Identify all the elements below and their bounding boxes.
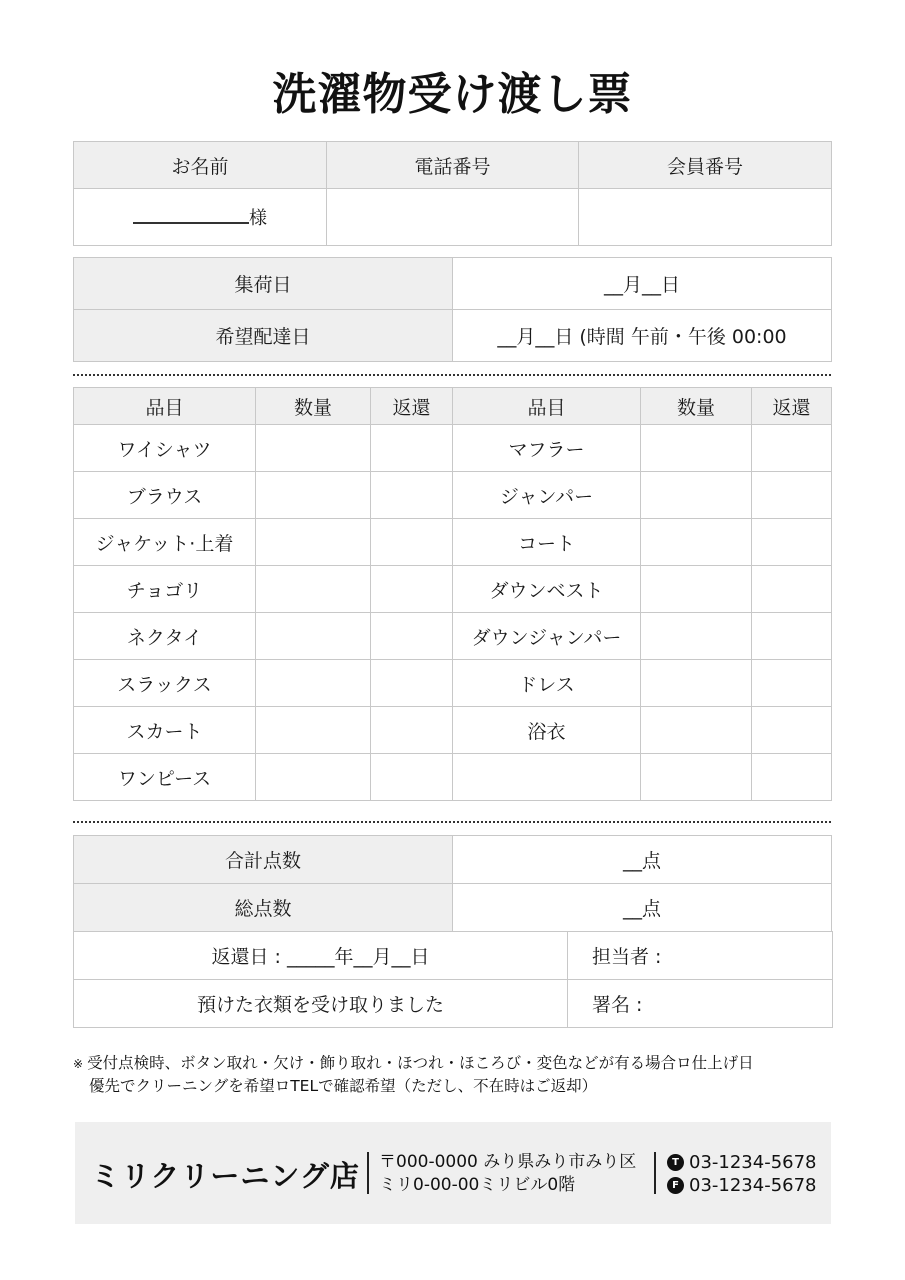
table-row: [74, 754, 832, 801]
table-row: [74, 566, 832, 613]
quantity-header-right: 数量: [641, 388, 752, 425]
grand-total-label: 総点数: [74, 884, 453, 932]
return-cell[interactable]: [371, 566, 453, 613]
item-name: チョゴリ: [74, 566, 256, 613]
return-cell[interactable]: [752, 707, 832, 754]
item-name: ジャンパー: [453, 472, 641, 519]
return-cell[interactable]: [752, 660, 832, 707]
item-name: ジャケット·上着: [74, 519, 256, 566]
quantity-cell[interactable]: [641, 613, 752, 660]
item-name: マフラー: [453, 425, 641, 472]
item-name: ダウンベスト: [453, 566, 641, 613]
item-name: ネクタイ: [74, 613, 256, 660]
item-name[interactable]: [453, 754, 641, 801]
tel-row: [667, 1151, 817, 1174]
totals-table: [73, 835, 832, 932]
signature-field[interactable]: 署名 :: [568, 980, 833, 1028]
name-blank-line: [133, 222, 249, 224]
table-row: [74, 425, 832, 472]
note-line-1: 受付点検時、ボタン取れ・欠け・飾り取れ・ほつれ・ほころび・変色などが有る場合ロ仕上げ日: [87, 1054, 754, 1072]
return-header-right: 返還: [752, 388, 832, 425]
customer-info-table: [73, 141, 832, 246]
quantity-cell[interactable]: [256, 519, 371, 566]
footer-divider: [654, 1152, 656, 1194]
phone-field[interactable]: [327, 189, 579, 246]
return-cell[interactable]: [371, 613, 453, 660]
return-cell[interactable]: [752, 472, 832, 519]
item-name: ブラウス: [74, 472, 256, 519]
dates-table: [73, 257, 832, 362]
fax-row: [667, 1174, 817, 1197]
item-name: ワンピース: [74, 754, 256, 801]
quantity-cell[interactable]: [256, 707, 371, 754]
item-name: スカート: [74, 707, 256, 754]
member-number-field[interactable]: [579, 189, 832, 246]
subtotal-field[interactable]: __点: [453, 836, 832, 884]
shop-contacts: [667, 1151, 817, 1197]
return-cell[interactable]: [752, 519, 832, 566]
table-row: [74, 707, 832, 754]
table-row: [74, 472, 832, 519]
delivery-date-field[interactable]: __月__日 (時間 午前・午後 00:00: [453, 310, 832, 362]
item-header-left: 品目: [74, 388, 256, 425]
quantity-cell[interactable]: [641, 519, 752, 566]
inspection-note: [73, 1052, 843, 1097]
item-name: ドレス: [453, 660, 641, 707]
quantity-cell[interactable]: [256, 425, 371, 472]
return-cell[interactable]: [371, 519, 453, 566]
fax-number: 03-1234-5678: [689, 1175, 817, 1196]
name-suffix: 様: [249, 208, 267, 229]
item-name: コート: [453, 519, 641, 566]
return-table: [73, 931, 833, 1028]
name-header: お名前: [74, 142, 327, 189]
quantity-cell[interactable]: [256, 566, 371, 613]
return-cell[interactable]: [752, 613, 832, 660]
return-header-left: 返還: [371, 388, 453, 425]
return-cell[interactable]: [752, 566, 832, 613]
tel-icon: T: [667, 1154, 684, 1171]
item-name: 浴衣: [453, 707, 641, 754]
items-table: [73, 387, 832, 801]
fax-icon: F: [667, 1177, 684, 1194]
shop-name: ミリクリーニング店: [91, 1159, 360, 1193]
pickup-date-field[interactable]: __月__日: [453, 258, 832, 310]
grand-total-field[interactable]: __点: [453, 884, 832, 932]
table-row: [74, 613, 832, 660]
return-cell[interactable]: [371, 754, 453, 801]
quantity-cell[interactable]: [256, 660, 371, 707]
return-cell[interactable]: [752, 425, 832, 472]
address-line-2: ミリ0-00-00ミリビル0階: [379, 1175, 576, 1195]
quantity-cell[interactable]: [641, 566, 752, 613]
table-row: [74, 519, 832, 566]
item-name: ダウンジャンパー: [453, 613, 641, 660]
pickup-date-label: 集荷日: [74, 258, 453, 310]
return-cell[interactable]: [752, 754, 832, 801]
tel-number: 03-1234-5678: [689, 1152, 817, 1173]
staff-field[interactable]: 担当者 :: [568, 932, 833, 980]
received-confirmation: 預けた衣類を受け取りました: [74, 980, 568, 1028]
quantity-cell[interactable]: [641, 425, 752, 472]
delivery-date-label: 希望配達日: [74, 310, 453, 362]
item-name: スラックス: [74, 660, 256, 707]
return-cell[interactable]: [371, 707, 453, 754]
note-mark: ※: [73, 1057, 84, 1071]
address-line-1: 〒000-0000 みり県みり市みり区: [379, 1152, 637, 1172]
quantity-cell[interactable]: [256, 754, 371, 801]
quantity-cell[interactable]: [256, 472, 371, 519]
return-cell[interactable]: [371, 472, 453, 519]
quantity-cell[interactable]: [641, 660, 752, 707]
footer-divider: [367, 1152, 369, 1194]
quantity-cell[interactable]: [641, 754, 752, 801]
return-cell[interactable]: [371, 660, 453, 707]
shop-address: [379, 1151, 636, 1197]
table-row: [74, 660, 832, 707]
item-header-right: 品目: [453, 388, 641, 425]
return-cell[interactable]: [371, 425, 453, 472]
item-name: ワイシャツ: [74, 425, 256, 472]
quantity-cell[interactable]: [641, 707, 752, 754]
dotted-divider: [73, 821, 831, 823]
phone-header: 電話番号: [327, 142, 579, 189]
quantity-header-left: 数量: [256, 388, 371, 425]
member-number-header: 会員番号: [579, 142, 832, 189]
subtotal-label: 合計点数: [74, 836, 453, 884]
shop-footer: [75, 1122, 831, 1224]
page-title: 洗濯物受け渡し票: [272, 69, 633, 120]
dotted-divider: [73, 374, 831, 376]
name-field[interactable]: [74, 189, 327, 246]
return-date-field[interactable]: 返還日 : _____年__月__日: [74, 932, 568, 980]
note-line-2: 優先でクリーニングを希望ロTELで確認希望（ただし、不在時はご返却）: [89, 1077, 598, 1095]
quantity-cell[interactable]: [256, 613, 371, 660]
quantity-cell[interactable]: [641, 472, 752, 519]
